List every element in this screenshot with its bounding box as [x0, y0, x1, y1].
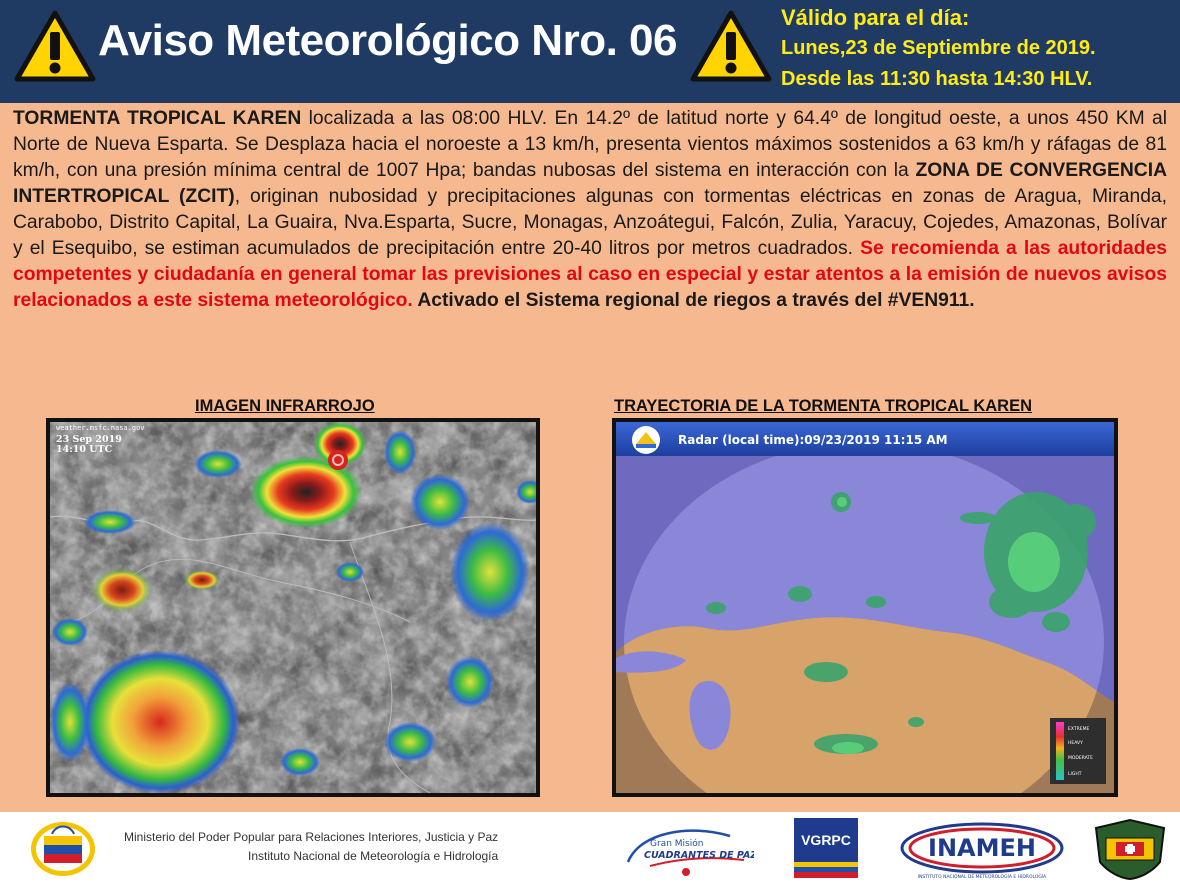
- radar-caption: TRAYECTORIA DE LA TORMENTA TROPICAL KAREN: [614, 397, 1033, 415]
- venezuela-coat-of-arms-icon: [30, 820, 96, 883]
- zcit-name: ZONA DE CONVERGENCIA INTERTROPICAL (ZCIT): [13, 160, 1168, 207]
- precipitation-description: , originan nubosidad y precipitaciones algunas con tormentas eléctricas en zonas de Aragua, Miranda, Carabobo, Distrito Capital, La Guaira, Nva.Esparta, Sucre, Monagas, Anzoátegui, Falcón, Zulia, Yaracuy, Cojedes, Amazonas, Bolívar y el Esequibo, se estiman acumulados de precipitación entre 20-40 litros por metros cuadrados.: [13, 186, 1168, 259]
- header-bar: [0, 0, 1180, 103]
- storm-description: localizada a las 08:00 HLV. En 14.2º de latitud norte y 64.4º de longitud oeste, a unos 450 KM al Norte de Nueva Esparta. Se Desplaza hacia el noroeste a 13 km/h, presenta vientos máximos sostenidos a 63 km/h y ráfagas de 81 km/h, con una presión mínima central de 1007 Hpa; bandas nubosas del sistema en interacción con la: [13, 108, 1168, 181]
- warning-triangle-icon: [14, 10, 96, 82]
- infrared-caption: IMAGEN INFRARROJO: [195, 397, 375, 415]
- cuadrantes-de-paz-logo-icon: [620, 822, 754, 883]
- vgrpc-label: VGRPC: [801, 832, 851, 848]
- infrared-satellite-image: [46, 418, 540, 797]
- radar-title: Radar (local time):09/23/2019 11:15 AM: [678, 433, 948, 447]
- page-title: Aviso Meteorológico Nro. 06: [98, 16, 677, 65]
- warning-triangle-icon: [690, 10, 772, 82]
- emergency-shield-logo-icon: [1092, 818, 1168, 885]
- footer-bar: [0, 812, 1180, 885]
- legend-light: LIGHT: [1068, 772, 1082, 777]
- inameh-logo-icon: [900, 822, 1064, 885]
- ministry-block: [124, 828, 498, 866]
- recommendation-text: Se recomienda a las autoridades competentes y ciudadanía en general tomar las previsiones al caso en especial y estar atentos a la emisión de nuevos avisos relacionados a este sistema meteorológico.: [13, 238, 1167, 311]
- inameh-subtitle: INSTITUTO NACIONAL DE METEOROLOGÍA E HIDROLOGÍA: [917, 875, 1047, 880]
- ven911-activation: Activado el Sistema regional de riegos a través del #VEN911.: [412, 290, 975, 311]
- ir-date-label: 23 Sep 2019: [56, 434, 122, 445]
- storm-location-icon: [328, 450, 348, 470]
- bulletin-text: [13, 106, 1167, 314]
- valid-label: Válido para el día:: [781, 5, 970, 30]
- validity-block: [781, 2, 1096, 95]
- gm-line2: CUADRANTES DE PAZ: [644, 850, 754, 861]
- ministry-name: Ministerio del Poder Popular para Relaciones Interiores, Justicia y Paz: [124, 830, 499, 844]
- radar-image: [612, 418, 1118, 797]
- inameh-label: INAMEH: [928, 834, 1036, 862]
- legend-extreme: EXTREME: [1068, 727, 1090, 732]
- ir-source-label: weather.msfc.nasa.gov: [56, 424, 145, 432]
- legend-heavy: HEAVY: [1068, 741, 1083, 746]
- legend-moderate: MODERATE: [1068, 756, 1093, 761]
- valid-date: Lunes,23 de Septiembre de 2019.: [781, 37, 1096, 59]
- ir-time-label: 14:10 UTC: [56, 444, 113, 455]
- valid-time: Desde las 11:30 hasta 14:30 HLV.: [781, 68, 1093, 90]
- institute-name: Instituto Nacional de Meteorología e Hidrología: [248, 849, 499, 863]
- gm-line1: Gran Misión: [650, 839, 704, 849]
- vgrpc-logo-icon: [794, 818, 858, 878]
- storm-name: TORMENTA TROPICAL KAREN: [13, 108, 302, 129]
